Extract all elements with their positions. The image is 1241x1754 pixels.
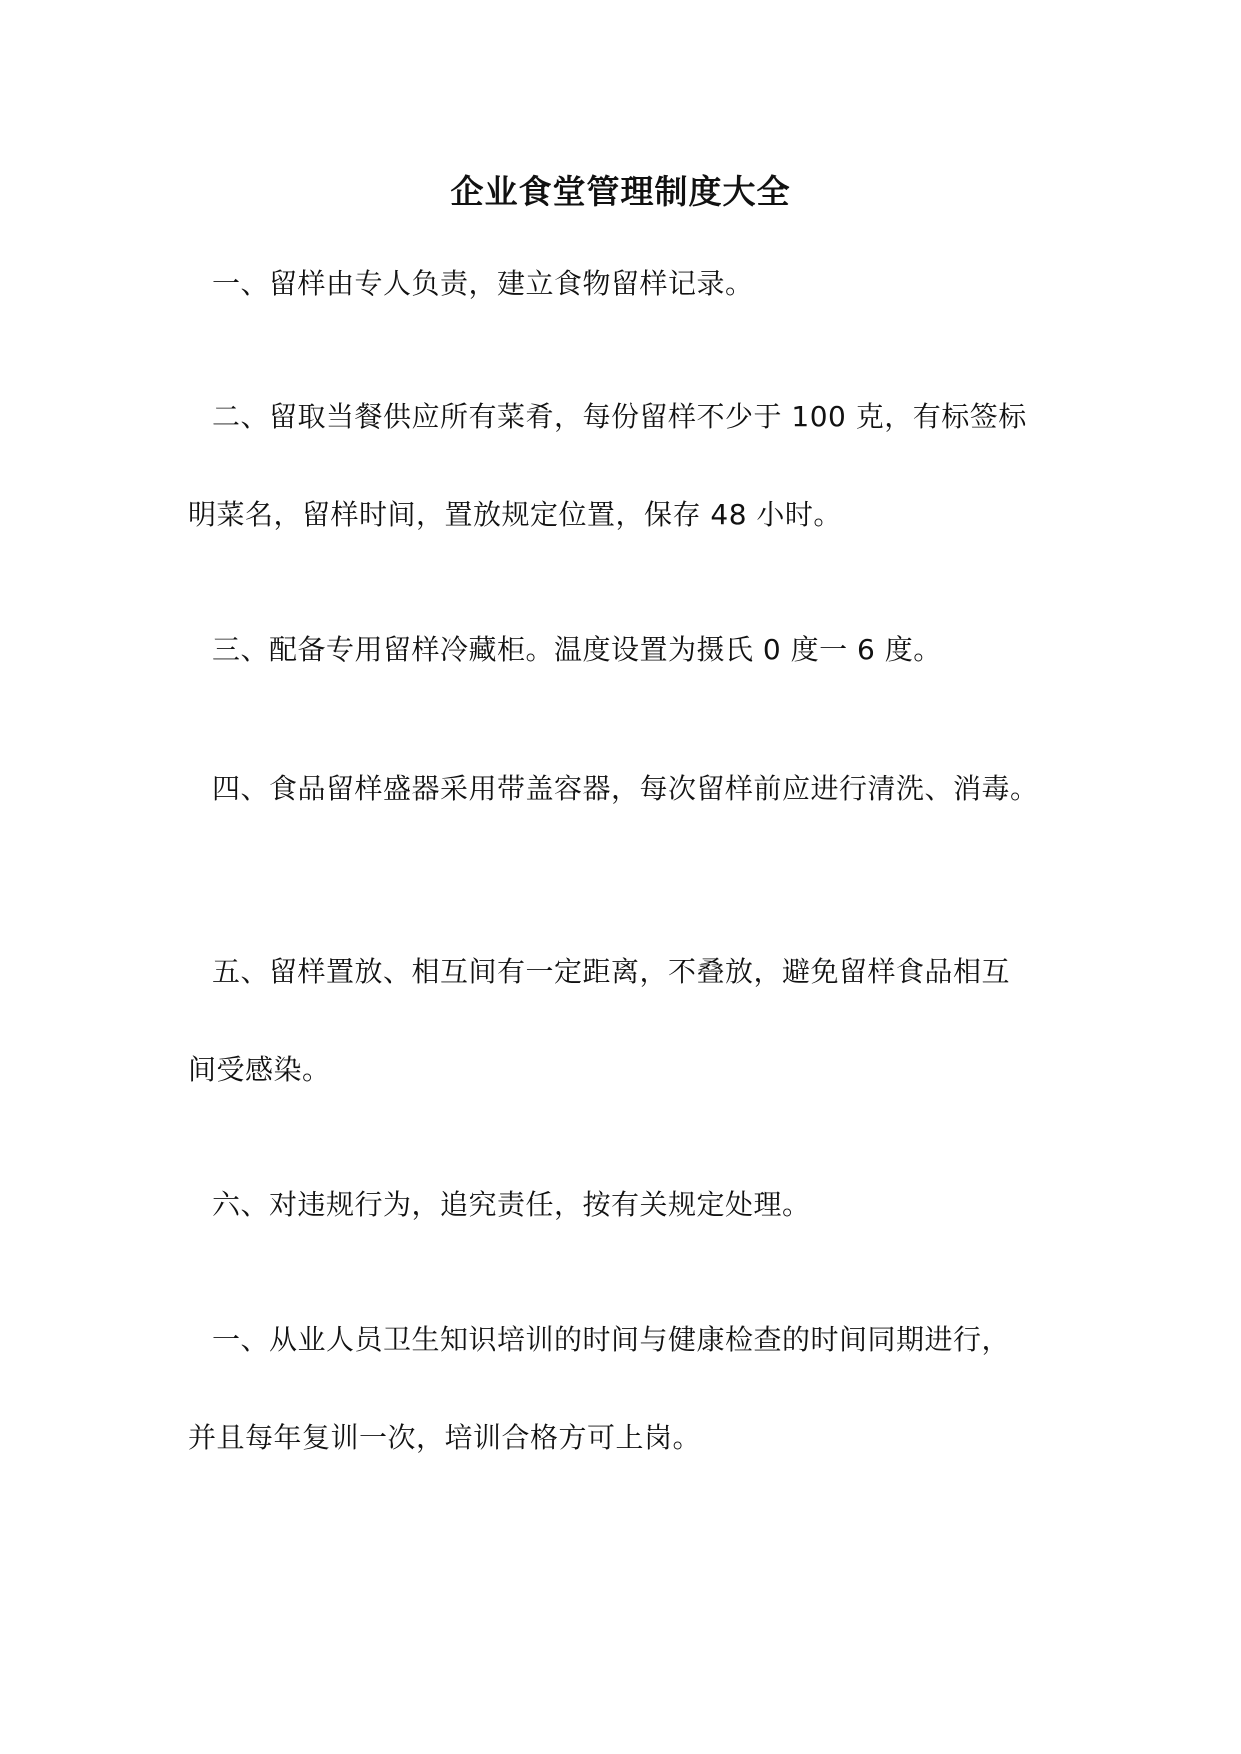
- rule-3-line: 三、配备专用留样冷藏柜。温度设置为摄氏 0 度一 6 度。: [212, 633, 942, 666]
- rule-5-line-1: 五、留样置放、相互间有一定距离，不叠放，避免留样食品相互: [212, 955, 1011, 988]
- rule-2-line-1: 二、留取当餐供应所有菜肴，每份留样不少于 100 克，有标签标: [212, 400, 1027, 433]
- document-title: 企业食堂管理制度大全: [450, 172, 791, 211]
- training-rule-line-2: 并且每年复训一次，培训合格方可上岗。: [188, 1421, 702, 1454]
- rule-4-line: 四、食品留样盛器采用带盖容器，每次留样前应进行清洗、消毒。: [212, 772, 1039, 805]
- rule-2-line-2: 明菜名，留样时间，置放规定位置，保存 48 小时。: [188, 498, 842, 531]
- rule-1-line: 一、留样由专人负责，建立食物留样记录。: [212, 267, 754, 300]
- rule-5-line-2: 间受感染。: [188, 1053, 331, 1086]
- rule-6-line: 六、对违规行为，追究责任，按有关规定处理。: [212, 1188, 811, 1221]
- training-rule-line-1: 一、从业人员卫生知识培训的时间与健康检查的时间同期进行，: [212, 1323, 1011, 1356]
